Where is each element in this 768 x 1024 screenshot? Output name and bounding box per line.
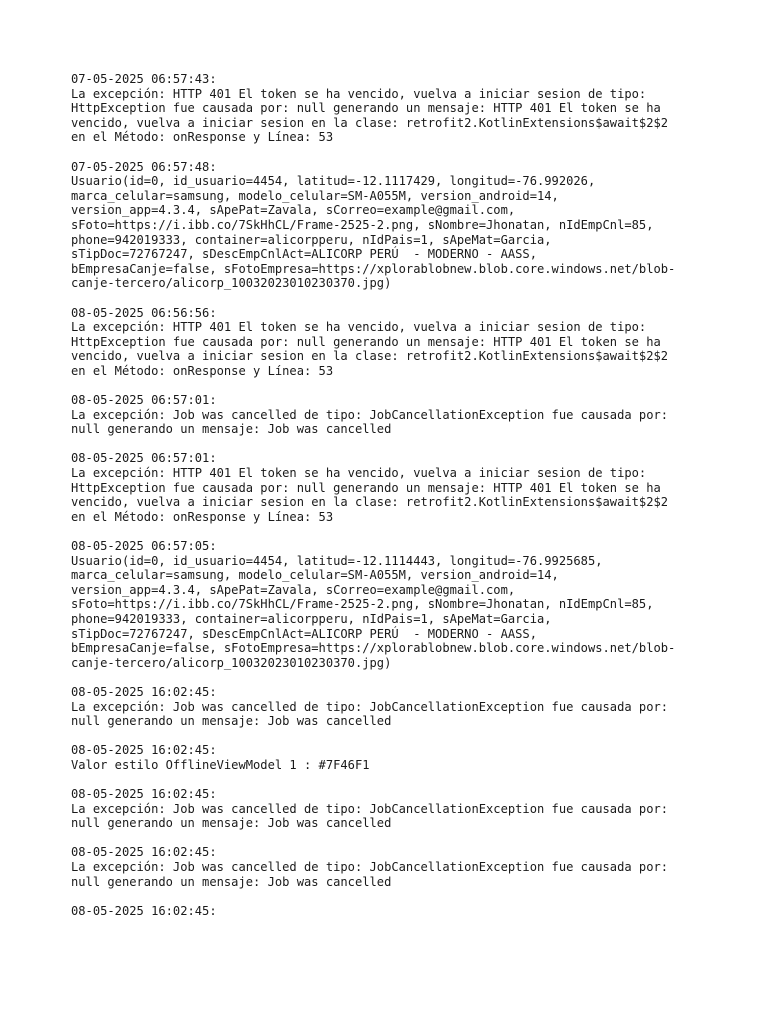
log-entry-timestamp: 08-05-2025 06:57:01: xyxy=(71,451,217,466)
log-entry-list xyxy=(71,72,711,918)
log-entry-message-line: HttpException fue causada por: null generando un mensaje: HTTP 401 El token se ha xyxy=(71,334,661,349)
log-entry-message-line: phone=942019333, container=alicorpperu, nIdPais=1, sApeMat=Garcia, xyxy=(71,232,552,247)
log-entry xyxy=(71,306,711,379)
log-entry-message-line: null generando un mensaje: Job was cancelled xyxy=(71,816,392,831)
log-entry-message-line: La excepción: Job was cancelled de tipo: JobCancellationException fue causada por: xyxy=(71,860,669,875)
log-entry-message-line: version_app=4.3.4, sApePat=Zavala, sCorreo=example@gmail.com, xyxy=(71,203,516,218)
log-entry-message-line: version_app=4.3.4, sApePat=Zavala, sCorreo=example@gmail.com, xyxy=(71,582,516,597)
log-entry xyxy=(71,787,711,831)
log-entry-message-line: marca_celular=samsung, modelo_celular=SM-A055M, version_android=14, xyxy=(71,568,559,583)
log-entry-message-line: sFoto=https://i.ibb.co/7SkHhCL/Frame-2525-2.png, sNombre=Jhonatan, nIdEmpCnl=85, xyxy=(71,597,654,612)
log-entry-message-line: Usuario(id=0, id_usuario=4454, latitud=-12.1114443, longitud=-76.9925685, xyxy=(71,553,603,568)
log-entry-timestamp: 08-05-2025 06:56:56: xyxy=(71,305,217,320)
log-entry-timestamp: 08-05-2025 16:02:45: xyxy=(71,743,217,758)
log-entry-timestamp: 08-05-2025 16:02:45: xyxy=(71,903,217,918)
log-entry-message-line: La excepción: HTTP 401 El token se ha vencido, vuelva a iniciar sesion de tipo: xyxy=(71,466,647,481)
log-entry xyxy=(71,685,711,729)
log-entry-message-line: en el Método: onResponse y Línea: 53 xyxy=(71,130,334,145)
log-entry-message-line: La excepción: Job was cancelled de tipo: JobCancellationException fue causada por: xyxy=(71,801,669,816)
log-entry-timestamp: 08-05-2025 06:57:01: xyxy=(71,393,217,408)
log-entry xyxy=(71,904,711,919)
log-entry-message-line: en el Método: onResponse y Línea: 53 xyxy=(71,363,334,378)
log-entry-timestamp: 08-05-2025 16:02:45: xyxy=(71,845,217,860)
log-entry-message-line: sTipDoc=72767247, sDescEmpCnlAct=ALICORP PERÚ - MODERNO - AASS, xyxy=(71,626,537,641)
log-document xyxy=(71,72,711,933)
log-entry xyxy=(71,160,711,291)
log-entry-timestamp: 07-05-2025 06:57:48: xyxy=(71,159,217,174)
log-entry-message-line: sTipDoc=72767247, sDescEmpCnlAct=ALICORP PERÚ - MODERNO - AASS, xyxy=(71,247,537,262)
log-entry xyxy=(71,845,711,889)
log-entry-message-line: vencido, vuelva a iniciar sesion en la clase: retrofit2.KotlinExtensions$await$2$2 xyxy=(71,495,669,510)
log-entry-timestamp: 07-05-2025 06:57:43: xyxy=(71,72,217,86)
log-entry-message-line: vencido, vuelva a iniciar sesion en la clase: retrofit2.KotlinExtensions$await$2$2 xyxy=(71,349,669,364)
log-entry-message-line: vencido, vuelva a iniciar sesion en la clase: retrofit2.KotlinExtensions$await$2$2 xyxy=(71,115,669,130)
log-entry xyxy=(71,451,711,524)
log-entry-message-line: bEmpresaCanje=false, sFotoEmpresa=https://xplorablobnew.blob.core.windows.net/blob- xyxy=(71,641,676,656)
log-entry xyxy=(71,393,711,437)
log-entry-message-line: bEmpresaCanje=false, sFotoEmpresa=https://xplorablobnew.blob.core.windows.net/blob- xyxy=(71,261,676,276)
log-entry-message-line: Valor estilo OfflineViewModel 1 : #7F46F1 xyxy=(71,757,370,772)
log-entry-message-line: HttpException fue causada por: null generando un mensaje: HTTP 401 El token se ha xyxy=(71,480,661,495)
log-entry-message-line: null generando un mensaje: Job was cancelled xyxy=(71,422,392,437)
log-entry-message-line: phone=942019333, container=alicorpperu, nIdPais=1, sApeMat=Garcia, xyxy=(71,611,552,626)
log-entry xyxy=(71,72,711,145)
log-entry-message-line: canje-tercero/alicorp_10032023010230370.jpg) xyxy=(71,655,392,670)
log-entry-message-line: La excepción: HTTP 401 El token se ha vencido, vuelva a iniciar sesion de tipo: xyxy=(71,320,647,335)
log-entry-message-line: HttpException fue causada por: null generando un mensaje: HTTP 401 El token se ha xyxy=(71,101,661,116)
log-entry-message-line: Usuario(id=0, id_usuario=4454, latitud=-12.1117429, longitud=-76.992026, xyxy=(71,174,596,189)
log-entry-message-line: La excepción: Job was cancelled de tipo: JobCancellationException fue causada por: xyxy=(71,699,669,714)
log-entry-message-line: null generando un mensaje: Job was cancelled xyxy=(71,874,392,889)
log-entry-message-line: canje-tercero/alicorp_10032023010230370.jpg) xyxy=(71,276,392,291)
log-entry xyxy=(71,539,711,670)
log-entry-timestamp: 08-05-2025 06:57:05: xyxy=(71,539,217,553)
log-entry-timestamp: 08-05-2025 16:02:45: xyxy=(71,684,217,699)
log-entry-timestamp: 08-05-2025 16:02:45: xyxy=(71,787,217,802)
log-entry-message-line: null generando un mensaje: Job was cancelled xyxy=(71,714,392,729)
log-entry-message-line: La excepción: HTTP 401 El token se ha vencido, vuelva a iniciar sesion de tipo: xyxy=(71,86,647,101)
log-entry-message-line: marca_celular=samsung, modelo_celular=SM-A055M, version_android=14, xyxy=(71,188,559,203)
log-entry-message-line: sFoto=https://i.ibb.co/7SkHhCL/Frame-2525-2.png, sNombre=Jhonatan, nIdEmpCnl=85, xyxy=(71,217,654,232)
log-entry-message-line: en el Método: onResponse y Línea: 53 xyxy=(71,509,334,524)
log-entry xyxy=(71,743,711,772)
log-entry-message-line: La excepción: Job was cancelled de tipo: JobCancellationException fue causada por: xyxy=(71,407,669,422)
